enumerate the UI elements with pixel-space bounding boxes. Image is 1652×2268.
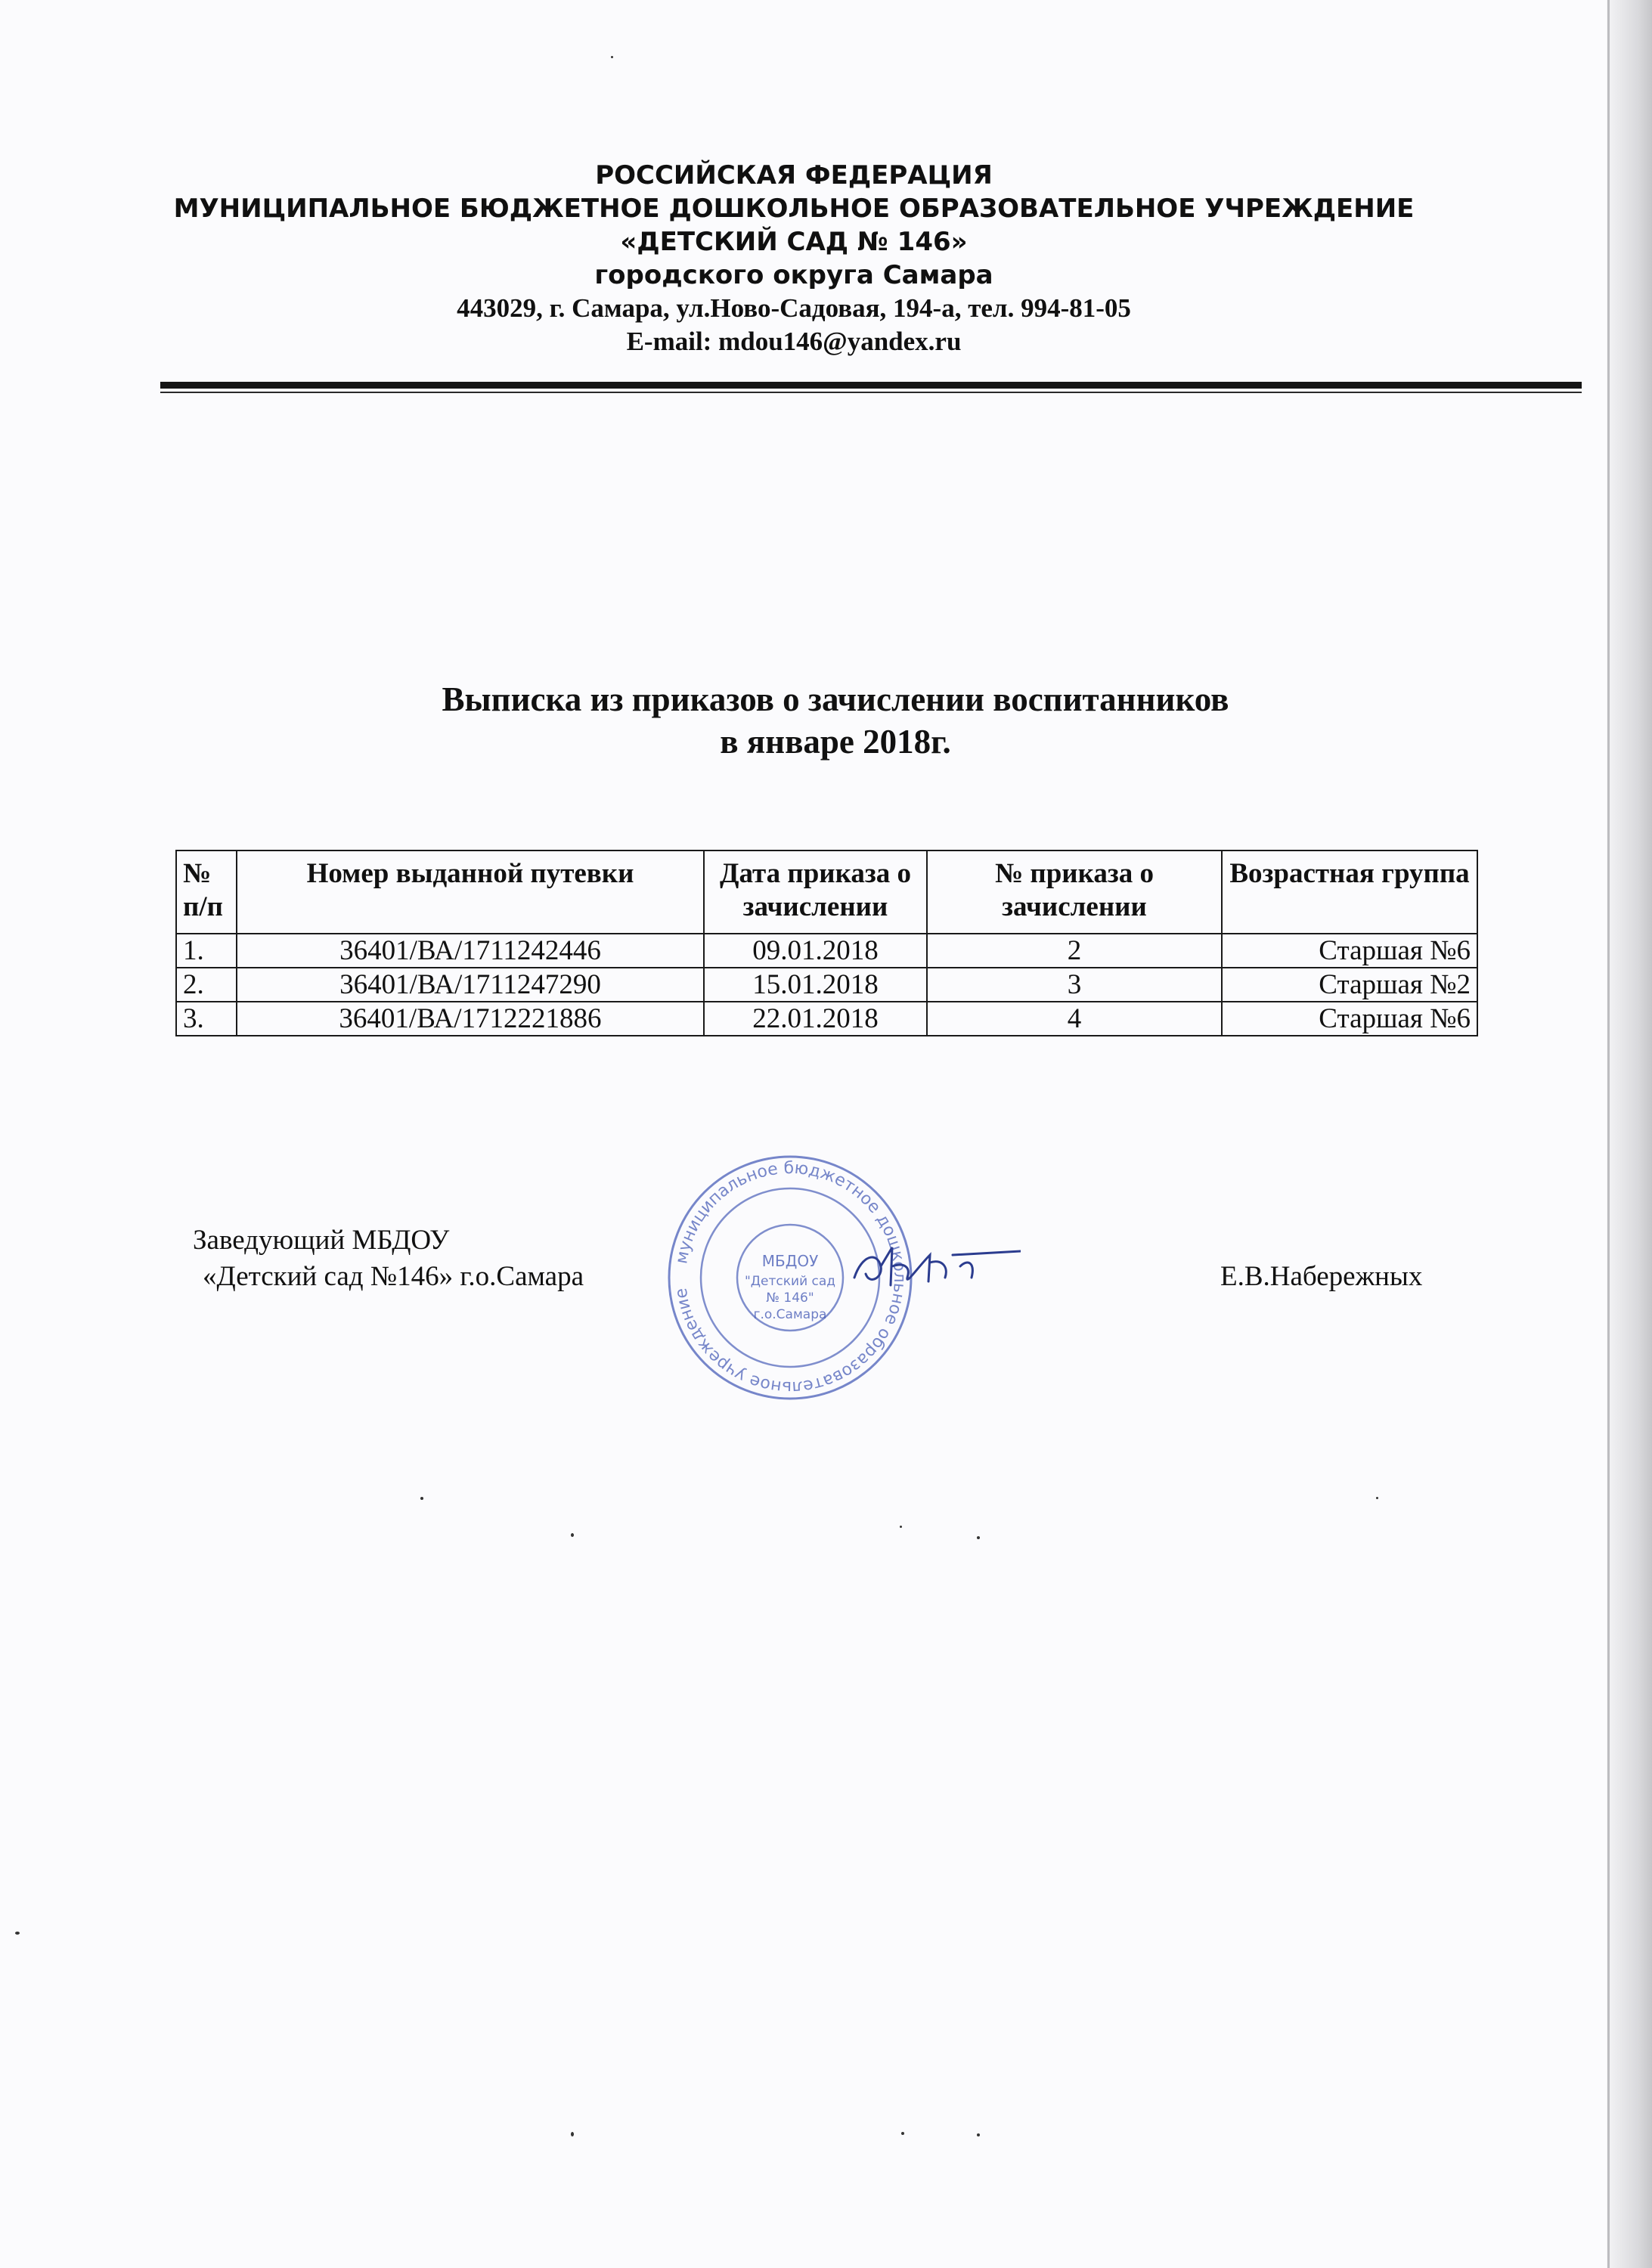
header-divider-thin (160, 392, 1582, 393)
orders-table (175, 850, 1478, 1036)
orders-table-wrapper (175, 850, 1478, 1036)
stamp-inner-text: МБДОУ (761, 1252, 819, 1270)
column-header-voucher: Номер выданной путевки (237, 850, 704, 934)
table-header-row (176, 850, 1477, 934)
signatory-position: Заведующий МБДОУ (193, 1225, 450, 1256)
cell-order-number: 4 (927, 1002, 1222, 1036)
scan-speck (15, 1932, 20, 1935)
cell-number: 2. (176, 968, 237, 1002)
cell-age-group: Старшая №6 (1222, 1002, 1477, 1036)
header-email: E-mail: mdou146@yandex.ru (626, 327, 962, 356)
title-line-2: в январе 2018г. (720, 723, 951, 761)
column-header-order-number: № приказа о зачислении (927, 850, 1222, 934)
handwritten-signature (847, 1232, 1021, 1308)
cell-order-number: 2 (927, 934, 1222, 968)
scan-speck (420, 1497, 423, 1500)
scan-speck (1376, 1497, 1378, 1499)
column-header-order-date: Дата приказа о зачислении (704, 850, 927, 934)
cell-voucher: 36401/ВА/1711242446 (237, 934, 704, 968)
cell-order-date: 09.01.2018 (704, 934, 927, 968)
column-header-age-group: Возрастная группа (1222, 850, 1477, 934)
document-title (227, 678, 1444, 763)
scan-speck (571, 1533, 574, 1537)
header-kindergarten-name: «ДЕТСКИЙ САД № 146» (620, 227, 968, 257)
cell-voucher: 36401/ВА/1711247290 (237, 968, 704, 1002)
table-row (176, 934, 1477, 968)
cell-order-date: 15.01.2018 (704, 968, 927, 1002)
cell-age-group: Старшая №2 (1222, 968, 1477, 1002)
scan-speck (901, 2132, 904, 2135)
cell-number: 3. (176, 1002, 237, 1036)
header-city-district: городского округа Самара (594, 260, 993, 290)
header-institution: МУНИЦИПАЛЬНОЕ БЮДЖЕТНОЕ ДОШКОЛЬНОЕ ОБРАЗОВАТЕЛЬНОЕ УЧРЕЖДЕНИЕ (173, 194, 1415, 224)
header-country: РОССИЙСКАЯ ФЕДЕРАЦИЯ (595, 160, 993, 191)
scan-edge-shadow (1607, 0, 1652, 2268)
signatory-organization: «Детский сад №146» г.о.Самара (203, 1261, 584, 1292)
stamp-center-text-3: г.о.Самара (753, 1307, 827, 1322)
cell-order-number: 3 (927, 968, 1222, 1002)
scan-speck (977, 2133, 980, 2136)
letterhead (151, 159, 1437, 358)
scan-speck (977, 1536, 980, 1539)
cell-voucher: 36401/ВА/1712221886 (237, 1002, 704, 1036)
stamp-center-text-1: "Детский сад (744, 1274, 836, 1289)
scan-edge-line (1607, 0, 1610, 2268)
signatory-name: Е.В.Набережных (1220, 1261, 1423, 1292)
scan-speck (611, 56, 613, 58)
column-header-number: № п/п (176, 850, 237, 934)
stamp-center-text-2: № 146" (766, 1290, 814, 1306)
header-divider-thick (160, 382, 1582, 389)
cell-number: 1. (176, 934, 237, 968)
table-row (176, 1002, 1477, 1036)
cell-age-group: Старшая №6 (1222, 934, 1477, 968)
table-row (176, 968, 1477, 1002)
signature-stroke (854, 1247, 1021, 1285)
scan-speck (900, 1526, 902, 1528)
title-line-1: Выписка из приказов о зачислении воспитанников (442, 680, 1229, 718)
scan-speck (571, 2132, 574, 2136)
stamp-outer-text: муниципальное бюджетное дошкольное образовательное учреждение (671, 1158, 910, 1397)
cell-order-date: 22.01.2018 (704, 1002, 927, 1036)
header-address: 443029, г. Самара, ул.Ново-Садовая, 194-а, тел. 994-81-05 (457, 293, 1131, 323)
